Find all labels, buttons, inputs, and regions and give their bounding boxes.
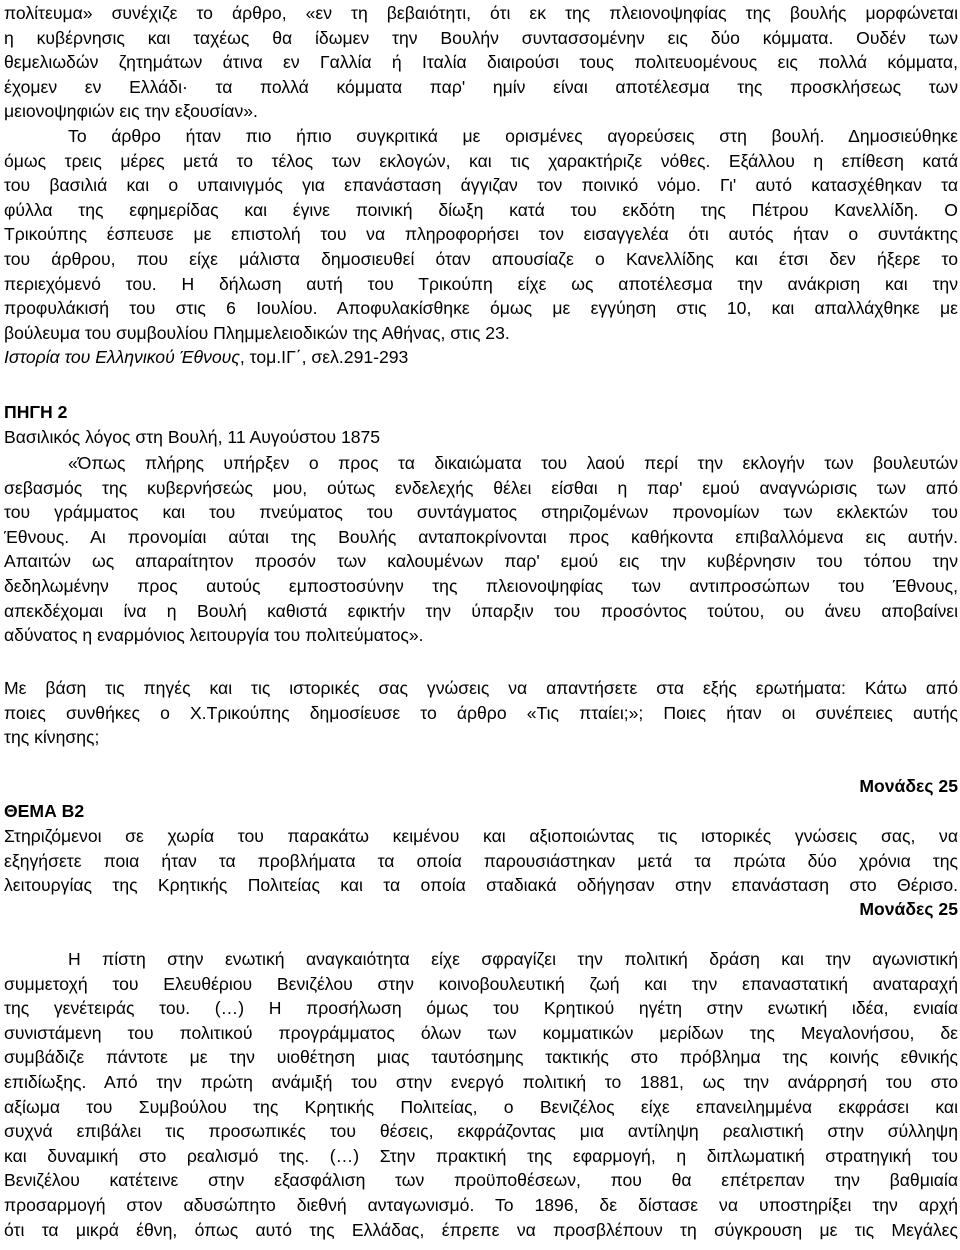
text-line: και δυναμική στο ρεαλισμό της. (…) Στην πρακτική της εφαρμογή, η διπλωματική στρατηγική του: [4, 1145, 958, 1166]
source2-quote: [4, 451, 958, 648]
text-line: της γενέτειράς του. (…) Η προσήλωση όμως του Κρητικού ηγέτη στην ενωτική ιδέα, ενιαία: [4, 998, 958, 1019]
text-line: Η πίστη στην ενωτική αναγκαιότητα είχε σφραγίζει την πολιτική δράση και την αγωνιστική: [68, 949, 958, 969]
source1-paragraph-1: [4, 1, 958, 124]
text-line: του γράμματος και του πνεύματος του συντάγματος στηριζομένων προνομίων των εκλεκτών του: [4, 502, 958, 523]
text-line: Απαιτών ως απαραίτητον προσόν των καλουμένων παρ' εμού εις την κυβέρνησιν του τόπου την: [4, 551, 958, 572]
text-line: «Όπως πλήρης υπήρξεν ο προς τα δικαιώματα του λαού περί την εκλογήν των βουλευτών: [68, 453, 958, 473]
text-line: της κίνησης;: [4, 727, 100, 748]
text-line: επιδίωξης. Από την πρώτη ανάμιξή του στην ενεργό πολιτική το 1881, ως την ανάρρησή του στο: [4, 1071, 958, 1092]
text-line: Τρικούπης έσπευσε με επιστολή του να πληροφορήσει τον εισαγγελέα ότι αυτός ήταν ο συντάκτης: [4, 224, 958, 245]
text-line: Με βάση τις πηγές και τις ιστορικές σας γνώσεις να απαντήσετε στα εξής ερωτήματα: Κάτω από: [4, 678, 958, 698]
citation-details: , τομ.ΙΓ΄, σελ.291-293: [239, 347, 409, 367]
text-line: βούλευμα του συμβουλίου Πλημμελειοδικών της Αθήνας, στις 23.: [4, 322, 510, 343]
text-line: πολίτευμα» συνέχιζε το άρθρο, «εν τη βεβαιότητι, ότι εκ της πλειονοψηφίας της βουλής μορφώνεται: [4, 3, 958, 23]
theme-b2-heading: ΘΕΜΑ Β2: [4, 801, 85, 821]
theme-b2-points: Μονάδες 25: [859, 899, 958, 919]
question-1-points: Μονάδες 25: [859, 776, 958, 796]
text-line: συνιστάμενη του πολιτικού προγράμματος όλων των κομματικών μερίδων της Μεγαλονήσου, δε: [4, 1022, 958, 1043]
text-line: συμμετοχή του Ελευθέριου Βενιζέλου στην κοινοβουλευτική ζωή και την επαναστατική αναταραχή: [4, 973, 958, 994]
text-line: προφυλάκισή του στις 6 Ιουλίου. Αποφυλακίσθηκε όμως με εγγύηση στις 10, και απαλλάχθηκε με: [4, 298, 958, 319]
text-line: ότι τα μικρά έθνη, όπως αυτό της Ελλάδας, έπρεπε να προσβλέπουν τη σύγκρουση με τις Μεγάλες: [4, 1219, 958, 1240]
text-line: Στηριζόμενοι σε χωρία του παρακάτω κειμένου και αξιοποιώντας τις ιστορικές γνώσεις σας, να: [4, 826, 958, 846]
text-line: μειονοψηφιών εις την εξουσίαν».: [4, 101, 258, 122]
text-line: συμβάδιζε πάντοτε με την υιοθέτηση μιας ταυτόσημης τακτικής στο πρόβλημα της κοινής εθνικής: [4, 1047, 958, 1068]
text-line: σεβασμός της κυβερνήσεώς μου, ούτως ενδελεχής θέλει είσθαι η παρ' εμού αναγνώρισις των από: [4, 477, 958, 498]
text-line: συχνά επιβάλει τις προσωπικές του θέσεις, εκφράζοντας μια αντίληψη ρεαλιστική στην σύλληψη: [4, 1121, 958, 1142]
text-line: περιεχόμενό του. Η δήλωση αυτή του Τρικούπη είχε ως αποτέλεσμα την ανάκριση και την: [4, 273, 958, 294]
text-line: φύλλα της εφημερίδας και έγινε ποινική δίωξη κατά του εκδότη της Πέτρου Κανελλίδη. Ο: [4, 199, 958, 220]
source1-citation: [4, 345, 958, 370]
text-line: Βενιζέλου κατέτεινε στην εξασφάλιση των προϋποθέσεων, που θα επέτρεπαν την βαθμιαία: [4, 1170, 958, 1191]
text-line: του άρθρου, που είχε μάλιστα δημοσιευθεί όταν απουσίαζε ο Κανελλίδης και έτσι δεν ήξερε το: [4, 248, 958, 269]
text-line: αδύνατος η εναρμόνιος λειτουργία του πολιτεύματος».: [4, 625, 424, 646]
text-line: λειτουργίας της Κρητικής Πολιτείας και τα οποία σταδιακά οδήγησαν στην επανάσταση στο Θέρισο.: [4, 875, 958, 896]
text-line: του βασιλιά και ο υπαινιγμός για επανάσταση άγγιζαν τον ποινικό νόμο. Γι' αυτό κατασχέθηκαν τα: [4, 175, 958, 196]
text-line: απεκδέχομαι ίνα η Βουλή καθιστά εφικτήν την ύπαρξιν του προσόντος τούτου, ου άνευ αποβαίνει: [4, 600, 958, 621]
source1-paragraph-2: [4, 124, 958, 345]
text-line: δεδηλωμένην προς αυτούς εμποστοσύνην της πλειονοψηφίας των αντιπροσώπων του Έθνους,: [4, 575, 958, 596]
theme-b2-question: [4, 824, 958, 898]
text-line: όμως τρεις μέρες μετά το τέλος των εκλογών, και τις χαρακτήριζε νόθες. Εξάλλου η επίθεση κατά: [4, 150, 958, 171]
source2-heading: ΠΗΓΗ 2: [4, 402, 68, 422]
source2-subtitle: Βασιλικός λόγος στη Βουλή, 11 Αυγούστου 1875: [4, 427, 381, 447]
text-line: Έθνους. Αι προνομίαι αύται της Βουλής ανταποκρίνονται προς καθήκοντα επιβαλλόμενα εις αυτήν.: [4, 526, 958, 547]
text-line: Το άρθρο ήταν πιο ήπιο συγκριτικά με ορισμένες αγορεύσεις στη βουλή. Δημοσιεύθηκε: [68, 126, 958, 146]
text-line: η κυβέρνησις και ταχέως θα ίδωμεν την Βουλήν συντασσομένην εις δύο κόμματα. Ουδέν των: [4, 27, 958, 48]
text-line: έχομεν εν Ελλάδι· τα πολλά κόμματα παρ' ημίν είναι αποτέλεσμα της προσκλήσεως των: [4, 76, 958, 97]
text-line: προσαρμογή στον αδυσώπητο διεθνή ανταγωνισμό. Το 1896, δε δίστασε να υποστηρίξει την αρχή: [4, 1194, 958, 1215]
citation-title: Ιστορία του Ελληνικού Έθνους: [4, 347, 240, 367]
text-line: θεμελιωδών ζητημάτων άτινα εν Γαλλία ή Ιταλία διαιρούσι τους πολιτευομένους εις πολλά κόμματα,: [4, 52, 958, 73]
text-line: ποιες συνθήκες ο Χ.Τρικούπης δημοσίευσε το άρθρο «Τις πταίει;»; Ποιες ήταν οι συνέπειες αυτής: [4, 702, 958, 723]
excerpt-text: [4, 947, 958, 1242]
text-line: εξηγήσετε ποια ήταν τα προβλήματα τα οποία παρουσιάστηκαν μετά τα πρώτα δύο χρόνια της: [4, 850, 958, 871]
text-line: αξίωμα του Συμβούλου της Κρητικής Πολιτείας, ο Βενιζέλος είχε επανειλημμένα εκφράσει και: [4, 1096, 958, 1117]
question-1: [4, 676, 958, 750]
